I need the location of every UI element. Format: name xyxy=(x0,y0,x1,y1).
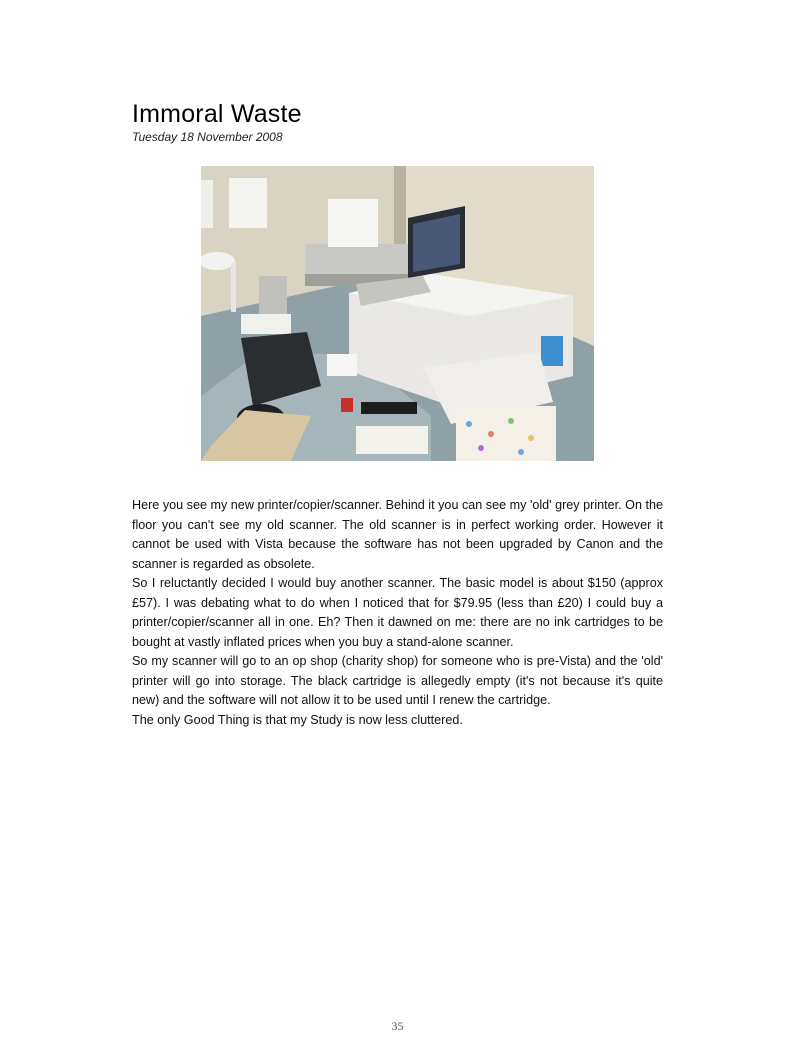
desk-printer-photo xyxy=(201,166,594,461)
post-date: Tuesday 18 November 2008 xyxy=(132,130,283,144)
page-number: 35 xyxy=(391,1019,404,1033)
paragraph: The only Good Thing is that my Study is now less cluttered. xyxy=(132,712,463,727)
paragraph: So I reluctantly decided I would buy another scanner. The basic model is about $150 (approx £57). I was debating what to do when I noticed that for $79.95 (less than £20) I could buy a printer/copier/scanner all in one. Eh? Then it dawned on me: there are no ink cartridges to be bought at vastly inflated prices when you buy a stand-alone scanner. xyxy=(132,576,663,649)
paragraph: So my scanner will go to an op shop (charity shop) for someone who is pre-Vista) and the 'old' printer will go into storage. The black cartridge is allegedly empty (it's not because it's quite new) and the software will not allow it to be used until I renew the cartridge. xyxy=(132,654,663,707)
paragraph: Here you see my new printer/copier/scanner. Behind it you can see my 'old' grey printer. On the floor you can't see my old scanner. The old scanner is in perfect working order. However it cannot be used with Vista because the software has not been upgraded by Canon and the scanner is regarded as obsolete. xyxy=(132,498,663,571)
post-title: Immoral Waste xyxy=(132,100,302,128)
post-body xyxy=(132,496,663,730)
